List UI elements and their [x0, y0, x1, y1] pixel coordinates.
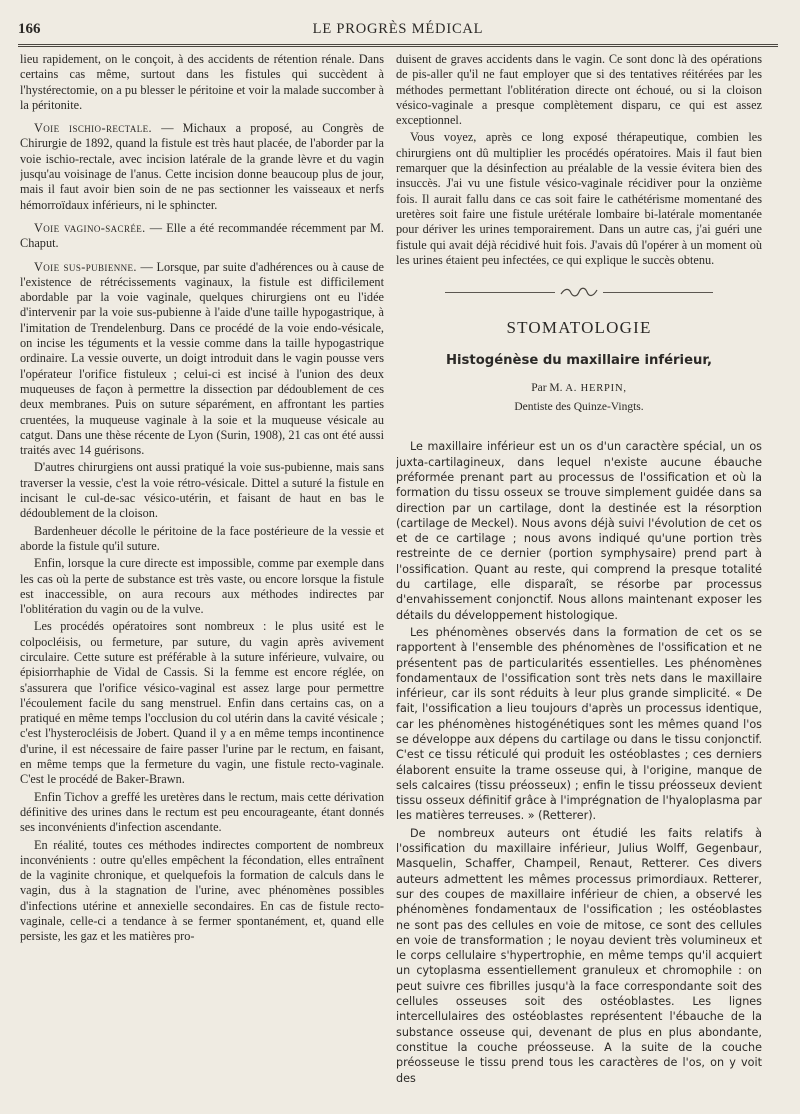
paragraph: Le maxillaire inférieur est un os d'un caractère spécial, un os juxta-cartilagineux, dans lequel n'existe aucune ébauche préformée prenant part au processus de l'ossification et où la formation du tissu osseux se trouve simplement guidée dans sa direction par un cartilage, dont la destinée est la résorption (cartilage de Meckel). Nous avons déjà suivi l'évolution de cet os et de ce cartilage ; nous avons indiqué qu'une portion très restreinte de ce dernier (portion symphysaire) prend part à l'ossification. Quant au reste, qui comprend la presque totalité du cartilage, elle disparaît, se résorbe par processus d'envahissement conjonctif. Nous allons maintenant exposer les détails du développement histologique. — [396, 440, 762, 622]
flourish-ornament-icon — [559, 286, 599, 298]
paragraph: duisent de graves accidents dans le vagin. Ce sont donc là des opérations de pis-aller qu'il ne faut employer que si des tentatives réitérées par les méthodes permettant l'oblitération directe ont échoué, ou si la cloison vésico-vaginale a presque complètement disparu, ce qui est assez exceptionnel. — [396, 52, 762, 128]
subsection-vagino-sacree — [20, 221, 384, 252]
divider-line — [603, 292, 713, 293]
right-column — [396, 52, 762, 1104]
subsection-text: — Lorsque, par suite d'adhérences ou à cause de l'existence de rétrécissements vaginaux, la fistule est difficilement abordable par la voie vaginale, quelques chirurgiens ont eu l'idée d'intervenir par la voie sus-pubienne à l'aide d'une taille hypogastrique, à l'imitation de Trendelenburg. Dans ce procédé de la voie endo-vésicale, on incise les téguments et la vessie comme dans la taille hypogastrique ordinaire. La vessie ouverte, un doigt introduit dans le vagin pousse vers l'opérateur l'orifice fistuleux ; celui-ci est incisé à l'union des deux muqueuses de façon à permettre la dissection par dédoublement de ces deux membranes. Puis on suture séparément, en affrontant les parties cruentées, la muqueuse vaginale à la soie et la muqueuse vésicale au catgut. Dans une thèse récente de Lyon (Surin, 1908), 21 cas ont été aussi traités avec 14 guérisons. — [20, 259, 384, 458]
byline — [396, 381, 762, 396]
subsection-heading: Voie vagino-sacrée. — [34, 220, 146, 235]
paragraph: Les procédés opératoires sont nombreux : le plus usité est le colpocléisis, ou fermeture, par suture, du vagin après avivement circulaire. Cette suture est préférable à la suture inférieure, vulvaire, ou épisiorrhaphie de Vidal de Cassis. Si la femme est encore réglée, on s'assurera que l'orifice vésico-vaginal est assez large pour permettre l'écoulement facile du sang menstruel. Enfin dans certains cas, on a pratiqué en même temps l'occlusion du col utérin dans la cavité vésicale ; c'est l'hysterocléisis de Jobert. Quand il y a en même temps incontinence d'urine, il est nécessaire de faire passer l'urine par le rectum, en faisant, en même temps que la fermeture du vagin, une fistule recto-vaginale. C'est le procédé de Baker-Brawn. — [20, 619, 384, 787]
section-divider — [396, 272, 762, 312]
paragraph: Vous voyez, après ce long exposé thérapeutique, combien les chirurgiens ont dû multiplier les procédés opératoires. Mais il faut bien remarquer que la désinfection au préalable de la vessie évitera bien des insuccès. J'ai vu une fistule vésico-vaginale récidiver pour la onzième fois. Il aurait fallu dans ce cas soit faire le cathétérisme momentané des uretères soit faire une fistule urétérale lombaire bi-latérale momentanée pour dériver les urines temporairement. Dans un autre cas, j'ai guéri une fistule qui avait déjà récidivé huit fois. J'avais dû l'opérer à un moment où les urines étaient peu infectées, ce qui explique le succès obtenu. — [396, 130, 762, 267]
paragraph: Les phénomènes observés dans la formation de cet os se rapportent à l'ensemble des phénomènes de l'ossification et ne présentent pas de particularités essentielles. Les phénomènes fondamentaux de l'ossification sont très nets dans le maxillaire inférieur, car ils sont réduits à leur plus grande simplicité. « De fait, l'ossification a lieu toujours d'après un processus identique, car les phénomènes histogénétiques sont les mêmes quand l'os se développe aux dépens du cartilage ou dans le tissu conjonctif. C'est ce tissu réticulé qui produit les ostéoblastes ; ces derniers élaborent ensuite la trame osseuse qui, à l'origine, manque de sels calcaires (tissu préosseux) ; enfin le tissu préosseux devient tissu osseux définitif grâce à l'imprégnation de l'hyaloplasma par les matières terreuses. » (Retterer). — [396, 625, 762, 823]
paragraph: lieu rapidement, on le conçoit, à des accidents de rétention rénale. Dans certains cas même, surtout dans les fistules qui succèdent à l'hystérectomie, on a pu blesser le péritoine et voir la malade succomber à la péritonite. — [20, 52, 384, 112]
paragraph: D'autres chirurgiens ont aussi pratiqué la voie sus-pubienne, mais sans traverser la vessie, c'est la voie rétro-vésicale. Dittel a suturé la fistule en incisant le cul-de-sac vésico-utérin, et faisant de haut en bas le dédoublement de la cloison. — [20, 460, 384, 521]
paragraph: Bardenheuer décolle le péritoine de la face postérieure de la vessie et aborde la fistule qu'il suture. — [20, 523, 384, 553]
byline-prefix: Par M. — [531, 381, 563, 394]
divider-line — [445, 292, 555, 293]
section-title: STOMATOLOGIE — [506, 318, 652, 338]
subsection-text: — Elle a été recommandée récemment par M. Chaput. — [20, 220, 384, 251]
subsection-heading: Voie ischio-rectale. — [34, 121, 153, 136]
author-affiliation: Dentiste des Quinze-Vingts. — [514, 401, 644, 414]
page-number: 166 — [18, 20, 41, 37]
subsection-sus-pubienne — [20, 260, 384, 459]
article-body — [396, 439, 762, 1085]
page-header — [18, 14, 778, 47]
paragraph: De nombreux auteurs ont étudié les faits relatifs à l'ossification du maxillaire inférieur, Julius Wolff, Gegenbaur, Masquelin, Schaffer, Champeil, Renaut, Retterer. Ces divers auteurs admettent les mêmes processus primordiaux. Retterer, sur des coupes de maxillaire inférieur de chien, a observé les phénomènes fondamentaux de l'ossification ; les ostéoblastes ne sont pas des cellules en voie de mitose, ce sont des cellules en voie de transformation ; le noyau devient très volumineux et le corps cellulaire s'hypertrophie, en même temps qu'il acquiert un cytoplasma essentiellement granuleux et chromophile : on peut suivre ces fibrilles jusqu'à la face correspondante soit des cellules osseuses soit des ostéoblastes. Les lignes intercellulaires des ostéoblastes représentent l'ébauche de la substance osseuse qui, devenant de plus en plus abondante, constitue la couche préosseuse. A la suite de la couche préosseuse le tissu prend tous les caractères de l'os, on y voit des — [396, 826, 762, 1085]
paragraph: Enfin Tichov a greffé les uretères dans le rectum, mais cette dérivation définitive des urines dans le rectum est peu encourageante, étant donnés ses inconvénients d'infection ascendante. — [20, 789, 384, 835]
article-title: Histogénèse du maxillaire inférieur, — [446, 353, 712, 369]
paragraph: Enfin, lorsque la cure directe est impossible, comme par exemple dans les cas où la perte de substance est très vaste, ou encore lorsque la fistule est inaccessible, on aura recours aux méthodes indirectes par l'oblitération du vagin ou de la vulve. — [20, 556, 384, 617]
subsection-heading: Voie sus-pubienne. — [34, 259, 137, 274]
author-name: A. HERPIN, — [565, 382, 627, 394]
subsection-text: — Michaux a proposé, au Congrès de Chirurgie de 1892, quand la fistule est très haut placée, de l'aborder par la voie ischio-rectale, avec incision latérale de la grande lèvre et du vagin jusqu'au voisinage de l'anus. Cette incision donne beaucoup plus de jour, mais il faut avoir bien soin de ne pas sectionner les vaisseaux et nerfs hémorroïdaux inférieurs, ni le sphincter. — [20, 121, 384, 212]
paragraph: En réalité, toutes ces méthodes indirectes comportent de nombreux inconvénients : outre qu'elles empêchent la fécondation, elles entraînent de la vaginite chronique, et quelquefois la formation de calculs dans le vagin, dus à la stagnation de l'urine, avec phénomènes possibles d'infections utérine et annexielle secondaires. En cas de fistule recto-vaginale, celle-ci a tendance à se fermer spontanément, et, quand elle persiste, les gaz et les matières pro- — [20, 837, 384, 944]
subsection-ischio-rectale — [20, 121, 384, 213]
left-column — [20, 52, 384, 1104]
journal-title: LE PROGRÈS MÉDICAL — [312, 20, 484, 37]
